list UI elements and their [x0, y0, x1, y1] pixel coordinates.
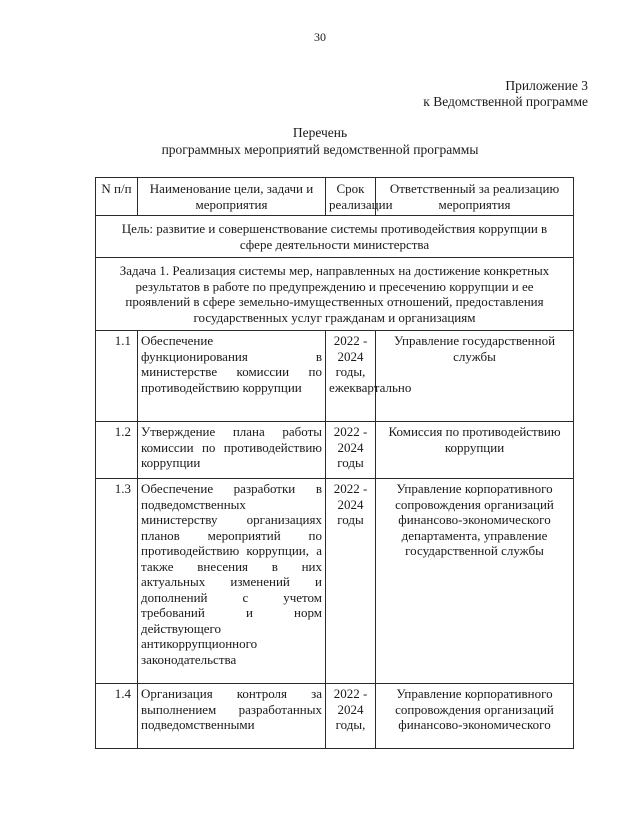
- header-num: N п/п: [96, 178, 138, 216]
- table-row: [96, 479, 574, 684]
- title-line-1: Перечень: [292, 125, 348, 140]
- row-responsible: Управление государственной службы: [376, 331, 574, 422]
- row-term: 2022 - 2024 годы, ежеквартально: [326, 331, 376, 422]
- document-title: [0, 124, 640, 158]
- appendix-line-1: Приложение 3: [505, 78, 588, 93]
- measures-table: [95, 177, 574, 749]
- task-cell: Задача 1. Реализация системы мер, направленных на достижение конкретных результатов в работе по предупреждению и пресечению коррупции и ее проявлений в сфере земельно-имущественных отношений, предоставления государственных услуг гражданам и организациям: [96, 258, 574, 331]
- table-row: [96, 331, 574, 422]
- row-name: Утверждение плана работы комиссии по противодействию коррупции: [138, 422, 326, 479]
- page-number: 30: [314, 30, 326, 44]
- row-num: 1.2: [96, 422, 138, 479]
- row-term: 2022 - 2024 годы,: [326, 684, 376, 749]
- header-term: Срок реализации: [326, 178, 376, 216]
- row-num: 1.1: [96, 331, 138, 422]
- row-name: Организация контроля за выполнением разработанных подведомственными: [138, 684, 326, 749]
- goal-row: [96, 216, 574, 258]
- header-name: Наименование цели, задачи и мероприятия: [138, 178, 326, 216]
- row-responsible: Комиссия по противодействию коррупции: [376, 422, 574, 479]
- row-num: 1.4: [96, 684, 138, 749]
- header-responsible: Ответственный за реализацию мероприятия: [376, 178, 574, 216]
- title-line-2: программных мероприятий ведомственной программы: [161, 142, 479, 157]
- row-responsible: Управление корпоративного сопровождения организаций финансово-экономического департамента, управление государственной службы: [376, 479, 574, 684]
- row-responsible: Управление корпоративного сопровождения организаций финансово-экономического: [376, 684, 574, 749]
- measures-table-container: [95, 177, 573, 749]
- row-name: Обеспечение функционирования в министерстве комиссии по противодействию коррупции: [138, 331, 326, 422]
- task-row: [96, 258, 574, 331]
- appendix-line-2: к Ведомственной программе: [423, 94, 588, 109]
- row-num: 1.3: [96, 479, 138, 684]
- table-row: [96, 422, 574, 479]
- table-header-row: [96, 178, 574, 216]
- goal-cell: Цель: развитие и совершенствование системы противодействия коррупции в сфере деятельности министерства: [96, 216, 574, 258]
- row-term: 2022 - 2024 годы: [326, 479, 376, 684]
- row-name: Обеспечение разработки в подведомственных министерству организациях планов мероприятий по противодействию коррупции, а также внесения в них актуальных изменений и дополнений с учетом требований и норм действующего антикоррупционного законодательства: [138, 479, 326, 684]
- table-row: [96, 684, 574, 749]
- appendix-reference: [423, 78, 588, 110]
- row-term: 2022 - 2024 годы: [326, 422, 376, 479]
